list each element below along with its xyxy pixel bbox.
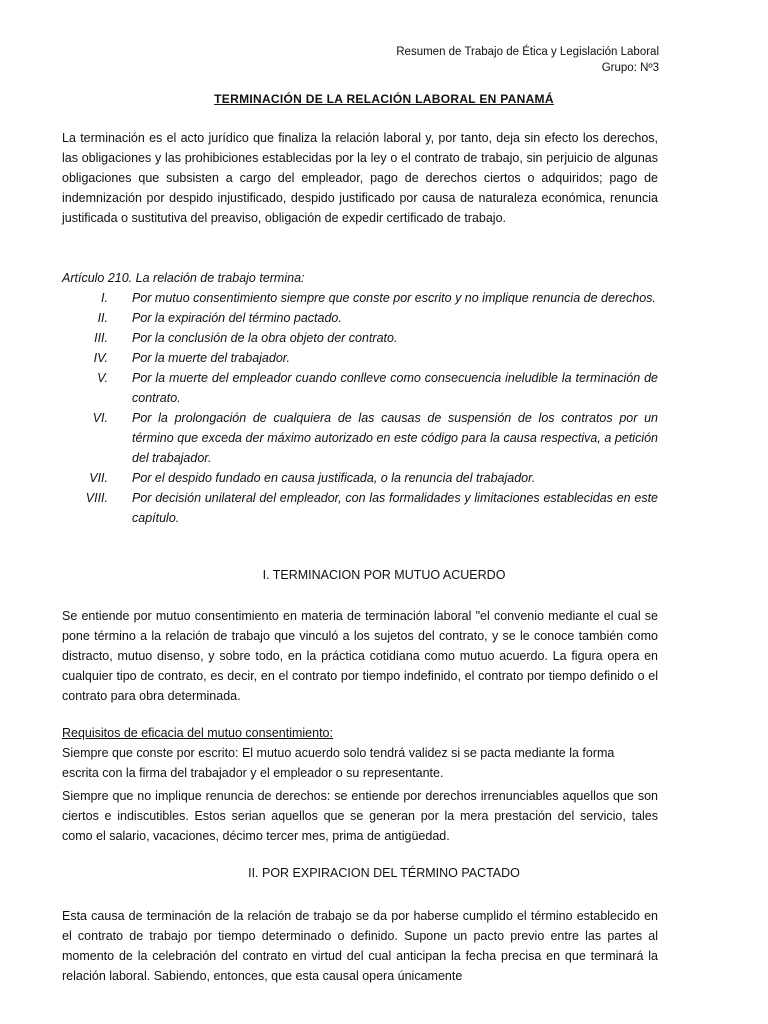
requisito2-paragraph: Siempre que no implique renuncia de derechos: se entiende por derechos irrenunciables aquellos que son ciertos e indiscutibles. Estos serian aquellos que se generan por la mera prestación del servicio, tales como el salario, vacaciones, décimo tercer mes, prima de antigüedad.	[62, 789, 658, 843]
article-heading: Artículo 210. La relación de trabajo termina:	[62, 271, 305, 285]
section1-title: I. TERMINACION POR MUTUO ACUERDO	[262, 568, 506, 582]
intro-paragraph: La terminación es el acto jurídico que finaliza la relación laboral y, por tanto, deja sin efecto los derechos, las obligaciones y las prohibiciones establecidas por la ley o el contrato de trabajo, sin perjuicio de algunas obligaciones que subsisten a cargo del empleador, pago de derechos ciertos o adquiridos; pago de indemnización por despido injustificado, despido justificado por causa de naturaleza económica, renuncia justificada o sustitutiva del preaviso, obligación de expedir certificado de trabajo.	[62, 131, 658, 225]
requisito1-line2: escrita con la firma del trabajador y el empleador o su representante.	[62, 766, 444, 780]
list-item: VIII. Por decisión unilateral del empleador, con las formalidades y limitaciones establecidas en este capítulo.	[85, 491, 658, 525]
document-title: TERMINACIÓN DE LA RELACIÓN LABORAL EN PANAMÁ	[214, 92, 554, 106]
list-item: II. Por la expiración del término pactado.	[97, 311, 342, 325]
header-course: Resumen de Trabajo de Ética y Legislación Laboral	[396, 46, 659, 58]
article-list	[62, 288, 658, 528]
list-item: VI. Por la prolongación de cualquiera de las causas de suspensión de los contratos por un término que exceda der máximo autorizado en este código para la causa respectiva, a petición del trabajador.	[92, 411, 658, 465]
section1-paragraph: Se entiende por mutuo consentimiento en materia de terminación laboral "el convenio mediante el cual se pone término a la relación de trabajo que vinculó a los sujetos del contrato, y se le conoce también como distracto, mutuo disenso, y sobre todo, en la práctica cotidiana como mutuo acuerdo. La figura opera en cualquier tipo de contrato, es decir, en el contrato por tiempo indefinido, el contrato por tiempo definido o el contrato para obra determinada.	[62, 609, 658, 703]
list-item: VII. Por el despido fundado en causa justificada, o la renuncia del trabajador.	[89, 471, 536, 485]
header-group: Grupo: Nº3	[601, 62, 659, 74]
list-item: I. Por mutuo consentimiento siempre que conste por escrito y no implique renuncia de derechos.	[101, 291, 656, 305]
list-item: V. Por la muerte del empleador cuando conlleve como consecuencia ineludible la terminación de contrato.	[97, 371, 658, 405]
list-item: IV. Por la muerte del trabajador.	[93, 351, 290, 365]
section2-paragraph: Esta causa de terminación de la relación de trabajo se da por haberse cumplido el término establecido en el contrato de trabajo por tiempo determinado o definido. Supone un pacto previo entre las partes al momento de la celebración del contrato en virtud del cual anticipan la fecha precisa en que terminará la relación laboral. Sabiendo, entonces, que esta causal opera únicamente	[62, 909, 658, 983]
section2-title: II. POR EXPIRACION DEL TÉRMINO PACTADO	[248, 866, 520, 880]
list-item: III. Por la conclusión de la obra objeto der contrato.	[94, 331, 398, 345]
requisitos-heading: Requisitos de eficacia del mutuo consentimiento:	[62, 726, 333, 740]
requisito1-line1: Siempre que conste por escrito: El mutuo acuerdo solo tendrá validez si se pacta mediante la forma	[62, 746, 615, 760]
